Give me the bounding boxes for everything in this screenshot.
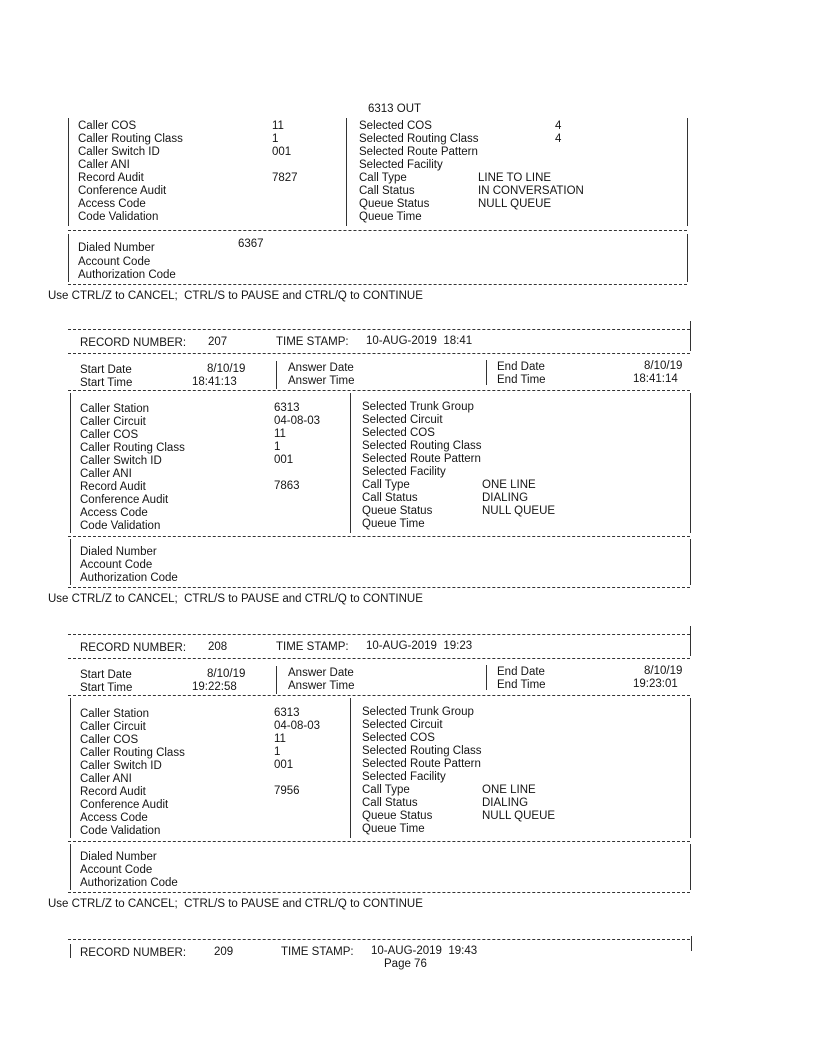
field-label: Queue Time [359,211,422,223]
field-label: Call Type [362,479,410,491]
field-value: 7956 [274,785,300,797]
field-label: Queue Time [362,823,425,835]
dashed-divider [68,939,690,940]
field-label: Selected Trunk Group [362,706,474,718]
field-value: NULL QUEUE [482,810,556,822]
dashed-divider [68,841,690,842]
field-label: Selected Facility [362,466,446,478]
field-label: Selected Route Pattern [359,146,478,158]
field-label: Authorization Code [80,877,178,889]
field-value: IN CONVERSATION [478,185,584,197]
start-time-value: 19:22:58 [192,681,237,693]
dashed-divider [68,353,690,354]
vertical-rule [276,361,277,389]
field-label: Dialed Number [80,851,157,863]
vertical-rule [350,393,351,533]
vertical-rule [687,118,688,226]
field-label: Caller COS [80,734,139,746]
field-value: 001 [274,454,294,466]
field-value: DIALING [482,492,529,504]
field-label: Conference Audit [78,185,167,197]
field-value: 001 [272,146,292,158]
field-value: 11 [274,733,286,745]
field-label: Call Status [362,797,418,809]
field-label: Caller Switch ID [78,146,160,158]
vertical-rule [276,666,277,694]
field-value: 1 [274,746,281,758]
record-number-value: 208 [208,641,228,653]
field-value: LINE TO LINE [478,172,552,184]
record-number-value: 207 [208,336,228,348]
field-value: ONE LINE [482,479,536,491]
vertical-rule [70,393,71,533]
field-label: Caller ANI [80,468,132,480]
field-label: Selected Trunk Group [362,401,474,413]
time-stamp-value: 10-AUG-2019 19:43 [371,945,478,957]
dashed-divider [68,329,690,330]
dashed-divider [68,536,690,537]
vertical-rule [70,539,71,585]
field-label: Call Type [359,172,407,184]
field-label: Dialed Number [80,546,157,558]
field-label: Call Type [362,784,410,796]
end-date-value: 8/10/19 [644,665,683,677]
vertical-rule [68,118,69,226]
start-date-label: Start Date [80,669,132,681]
dashed-divider [68,695,690,696]
field-value: NULL QUEUE [482,505,556,517]
field-label: Authorization Code [78,269,176,281]
answer-time-label: Answer Time [288,375,355,387]
vertical-rule [687,234,688,282]
page-number: Page 76 [384,958,427,970]
start-date-value: 8/10/19 [207,668,246,680]
field-label: Caller ANI [80,773,132,785]
cancel-instruction: Use CTRL/Z to CANCEL; CTRL/S to PAUSE and CTRL/Q to CONTINUE [48,290,423,302]
field-label: Record Audit [80,786,146,798]
field-label: Caller Routing Class [80,747,185,759]
field-label: Conference Audit [80,799,169,811]
time-stamp-label: TIME STAMP: [281,946,354,958]
field-label: Caller COS [78,120,137,132]
answer-date-label: Answer Date [288,667,354,679]
field-value: 4 [555,120,562,132]
field-value: 1 [272,133,279,145]
end-time-label: End Time [497,374,546,386]
record-number-label: RECORD NUMBER: [80,947,187,959]
field-value: DIALING [482,797,529,809]
field-label: Selected Facility [359,159,443,171]
field-label: Conference Audit [80,494,169,506]
field-value: 001 [274,759,294,771]
out-extension: 6313 OUT [368,103,422,115]
field-label: Caller Routing Class [80,442,185,454]
field-label: Caller Station [80,403,150,415]
field-label: Selected Route Pattern [362,453,481,465]
field-label: Caller ANI [78,159,130,171]
start-time-label: Start Time [80,682,133,694]
vertical-rule [350,698,351,838]
vertical-rule [690,626,691,656]
field-label: Selected Circuit [362,414,443,426]
field-label: Authorization Code [80,572,178,584]
field-label: Selected COS [362,732,435,744]
vertical-rule [690,539,691,585]
field-value: 04-08-03 [274,415,321,427]
field-label: Selected Routing Class [359,133,479,145]
field-label: Queue Time [362,518,425,530]
start-time-value: 18:41:13 [192,376,237,388]
time-stamp-value: 10-AUG-2019 18:41 [366,335,473,347]
field-label: Record Audit [78,172,144,184]
field-label: Selected Route Pattern [362,758,481,770]
field-label: Caller Routing Class [78,133,183,145]
field-label: Call Status [359,185,415,197]
start-date-value: 8/10/19 [207,363,246,375]
end-date-label: End Date [497,361,545,373]
field-value: 11 [272,120,284,132]
field-label: Code Validation [78,211,159,223]
field-value: 4 [555,133,562,145]
field-value: ONE LINE [482,784,536,796]
field-label: Caller Station [80,708,150,720]
field-label: Caller Switch ID [80,455,162,467]
end-date-value: 8/10/19 [644,360,683,372]
field-label: Code Validation [80,520,161,532]
time-stamp-value: 10-AUG-2019 19:23 [366,640,473,652]
end-date-label: End Date [497,666,545,678]
field-value: 11 [274,428,286,440]
vertical-rule [690,698,691,838]
field-value: NULL QUEUE [478,198,552,210]
dashed-divider [68,892,690,893]
vertical-rule [691,936,692,951]
field-value: 1 [274,441,281,453]
field-label: Selected COS [362,427,435,439]
field-label: Record Audit [80,481,146,493]
start-time-label: Start Time [80,377,133,389]
field-value: 7863 [274,480,300,492]
field-value: 6313 [274,707,300,719]
vertical-rule [70,698,71,838]
vertical-rule [346,118,347,226]
vertical-rule [690,844,691,890]
field-label: Selected Routing Class [362,745,482,757]
time-stamp-label: TIME STAMP: [276,641,349,653]
vertical-rule [70,944,71,958]
dialed-number-value: 6367 [238,238,264,250]
field-label: Selected Routing Class [362,440,482,452]
record-number-value: 209 [214,946,234,958]
end-time-label: End Time [497,679,546,691]
field-value: 6313 [274,402,300,414]
field-label: Account Code [78,256,151,268]
field-label: Caller COS [80,429,139,441]
field-value: 04-08-03 [274,720,321,732]
end-time-value: 18:41:14 [633,373,678,385]
field-label: Queue Status [362,505,433,517]
dashed-divider [68,658,690,659]
cancel-instruction: Use CTRL/Z to CANCEL; CTRL/S to PAUSE and CTRL/Q to CONTINUE [48,898,423,910]
vertical-rule [690,393,691,533]
field-label: Access Code [78,198,146,210]
record-number-label: RECORD NUMBER: [80,642,187,654]
answer-date-label: Answer Date [288,362,354,374]
answer-time-label: Answer Time [288,680,355,692]
field-label: Access Code [80,812,148,824]
end-time-value: 19:23:01 [633,678,678,690]
record-number-label: RECORD NUMBER: [80,337,187,349]
time-stamp-label: TIME STAMP: [276,336,349,348]
dashed-divider [68,634,690,635]
dashed-divider [68,390,690,391]
field-label: Account Code [80,559,153,571]
vertical-rule [486,665,487,690]
cancel-instruction: Use CTRL/Z to CANCEL; CTRL/S to PAUSE and CTRL/Q to CONTINUE [48,593,423,605]
field-label: Code Validation [80,825,161,837]
field-label: Caller Switch ID [80,760,162,772]
field-label: Queue Status [359,198,430,210]
dashed-divider [68,230,687,231]
field-label: Selected Circuit [362,719,443,731]
dashed-divider [68,587,690,588]
field-label: Queue Status [362,810,433,822]
field-value: 7827 [272,172,298,184]
vertical-rule [70,844,71,890]
start-date-label: Start Date [80,364,132,376]
dashed-divider [68,284,687,285]
vertical-rule [68,234,69,282]
field-label: Selected COS [359,120,432,132]
field-label: Caller Circuit [80,721,146,733]
field-label: Account Code [80,864,153,876]
field-label: Caller Circuit [80,416,146,428]
vertical-rule [486,360,487,385]
field-label: Selected Facility [362,771,446,783]
field-label: Call Status [362,492,418,504]
vertical-rule [690,321,691,351]
field-label: Access Code [80,507,148,519]
field-label: Dialed Number [78,242,155,254]
